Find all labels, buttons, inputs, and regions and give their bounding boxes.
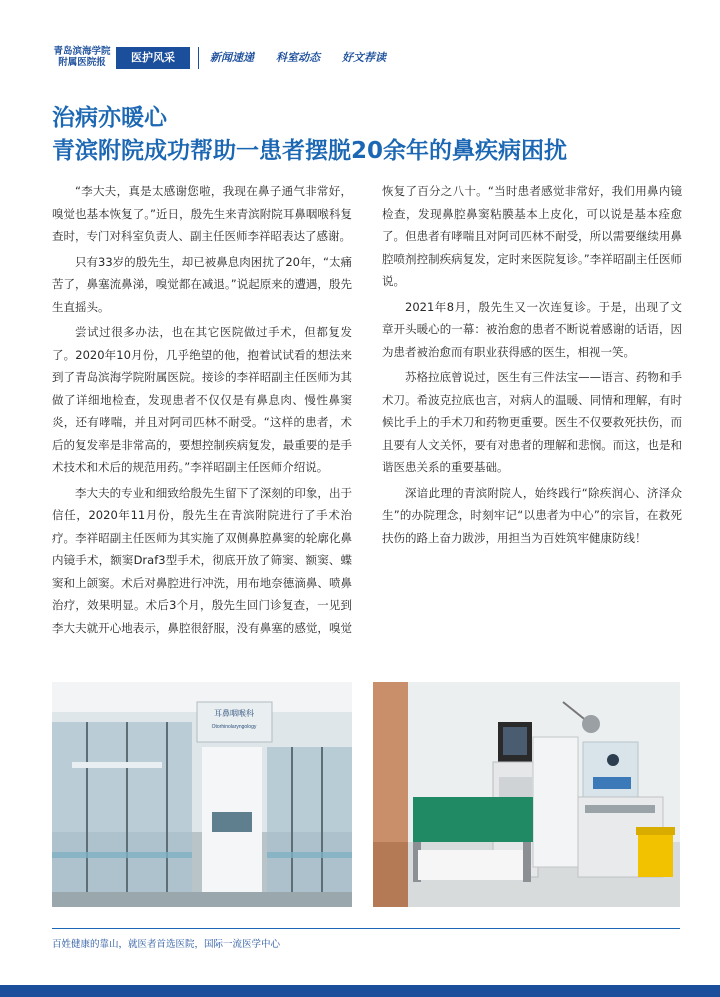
header-divider xyxy=(198,47,199,69)
masthead-line1: 青岛滨海学院 xyxy=(53,46,111,57)
photo-sign-en: Otorhinolaryngology xyxy=(211,724,257,730)
nav-item-articles[interactable]: 好文荐读 xyxy=(342,51,386,64)
article-paragraph: 尝试过很多办法，也在其它医院做过手术，但都复发了。2020年10月份，几乎绝望的他，抱着试试看的想法来到了青岛滨海学院附属医院。接诊的李祥昭副主任医师为其做了详细地检查，发现患者不仅仅是有鼻息肉、慢性鼻窦炎，还有哮喘，并且对阿司匹林不耐受。“这样的患者，术后的复发率是非常高的，要想控制疾病复发，最重要的是手术技术和术后的规范用药。”李祥昭副主任医师介绍说。 xyxy=(52,325,352,474)
treatment-room-photo xyxy=(373,682,680,907)
article-paragraph: 深谙此理的青滨附院人，始终践行“除疾润心、济泽众生”的办院理念，时刻牢记“以患者为中心”的宗旨，在救死扶伤的路上奋力跋涉，用担当为百姓筑牢健康防线！ xyxy=(382,485,682,545)
article-paragraph: 2021年8月，殷先生又一次连复诊。于是，出现了文章开头暖心的一幕：被治愈的患者不断说着感谢的话语，因为患者被治愈而有职业获得感的医生，相视一笑。 xyxy=(382,299,682,359)
newspaper-masthead xyxy=(52,46,112,68)
article-paragraph: “李大夫，真是太感谢您啦，我现在鼻子通气非常好，嗅觉也基本恢复了。”近日，殷先生来青滨附院耳鼻咽喉科复查时，专门对科室负责人、副主任医师李祥昭表达了感谢。 xyxy=(52,184,352,243)
article-paragraph: 苏格拉底曾说过，医生有三件法宝——语言、药物和手术刀。希波克拉底也言，对病人的温暖、同情和理解，有时候比手上的手术刀和药物更重要。医生不仅要救死扶伤，而且要有人文关怀，要有对患者的理解和悲悯。而这，也是和谐医患关系的重要基础。 xyxy=(382,370,682,474)
article-paragraph: 李大夫的专业和细致给殷先生留下了深刻的印象，出于信任，2020年11月份，殷先生在青滨附院进行了手术治疗。李祥昭副主任医师为其实施了双侧鼻腔鼻窦的轮廓化鼻内镜手术，额窦Draf3型手术，彻底开放了筛窦、额窦、蝶窦和上颌窦。术后对鼻腔进行冲洗，用布地奈德滴鼻、喷鼻治疗，效果明显。术后3个月，殷先生回门诊复查，一见到李大夫就开心地表示，鼻腔很舒服，没有鼻塞的感觉，嗅觉恢复了百分之八十。“当时患者感觉非常好，我们用鼻内镜检查，发现鼻腔鼻窦粘膜基本上皮化，可以说是基本痊愈了。但患者有哮喘且对阿司匹林不耐受，所以需要继续用鼻腔喷剂控制疾病复发，定时来医院复诊。”李祥昭副主任医师说。 xyxy=(52,184,682,635)
title-line2: 青滨附院成功帮助一患者摆脱20余年的鼻疾病困扰 xyxy=(52,138,568,164)
treatment-room-image xyxy=(373,682,680,907)
article-body xyxy=(52,180,682,660)
clinic-entrance-image xyxy=(52,682,352,907)
clinic-entrance-photo xyxy=(52,682,352,907)
header-nav xyxy=(210,49,386,65)
footer-divider xyxy=(52,928,680,929)
bottom-bar xyxy=(0,985,720,997)
photo-sign-cn: 耳鼻咽喉科 xyxy=(214,709,254,718)
title-line1: 治病亦暖心 xyxy=(52,105,167,131)
masthead-line2: 附属医院报 xyxy=(58,57,106,68)
article-title xyxy=(52,102,692,168)
section-tag: 医护风采 xyxy=(116,47,190,69)
page-header xyxy=(0,0,720,80)
nav-item-news[interactable]: 新闻速递 xyxy=(210,51,254,64)
footer-slogan: 百姓健康的靠山，就医者首选医院，国际一流医学中心 xyxy=(52,939,281,950)
article-paragraph: 只有33岁的殷先生，却已被鼻息肉困扰了20年，“太痛苦了，鼻塞流鼻涕，嗅觉都在减退。”说起原来的遭遇，殷先生直摇头。 xyxy=(52,254,352,314)
nav-item-dept[interactable]: 科室动态 xyxy=(276,51,320,64)
